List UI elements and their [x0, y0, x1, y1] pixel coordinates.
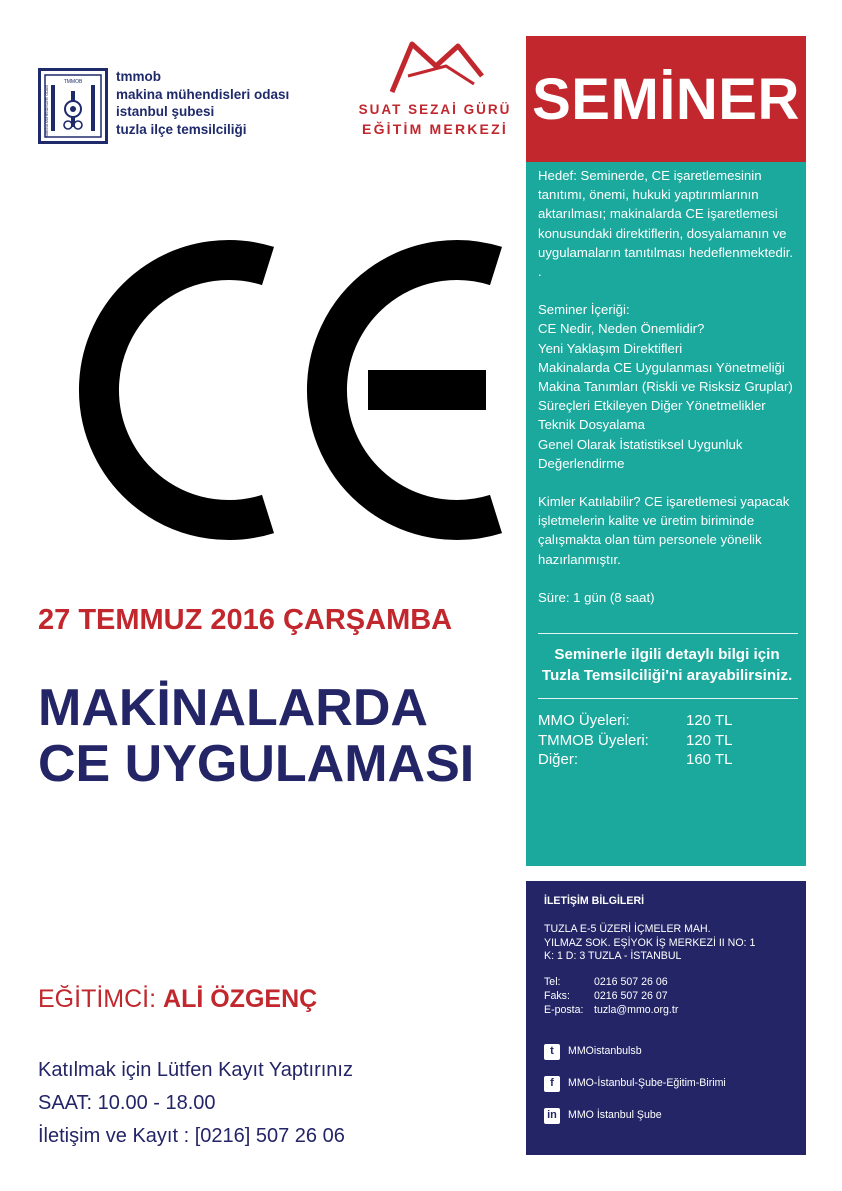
org-line: tuzla ilçe temsilciliği: [116, 121, 247, 137]
duration-text: Süre: 1 gün (8 saat): [538, 589, 655, 605]
address-line: YILMAZ SOK. EŞİYOK İŞ MERKEZİ II NO: 1: [544, 936, 756, 949]
phone-value: 0216 507 26 06: [594, 976, 668, 989]
twitter-icon: t: [544, 1044, 560, 1060]
ce-mark: [30, 228, 510, 552]
price-row: [538, 731, 796, 751]
linkedin-icon: in: [544, 1108, 560, 1124]
trainer: [38, 985, 317, 1014]
contact-label: Faks:: [544, 989, 570, 1002]
mmo-logo: [38, 68, 108, 144]
address-line: K: 1 D: 3 TUZLA - İSTANBUL: [544, 950, 682, 963]
facebook-handle: MMO-İstanbul-Şube-Eğitim-Birimi: [568, 1076, 726, 1089]
info-text: Seminerle ilgili detaylı bilgi için Tuzla Temsilciliği'ni arayabilirsiniz.: [541, 646, 793, 685]
details-panel: [526, 162, 806, 866]
content-title: Seminer İçeriği:: [538, 302, 630, 318]
center-logo-line2: EĞİTİM MERKEZİ: [362, 121, 508, 137]
trainer-label: EĞİTİMCİ:: [38, 985, 157, 1013]
fax-value: 0216 507 26 07: [594, 989, 668, 1002]
roof-mark-icon: [386, 36, 486, 98]
event-date: 27 TEMMUZ 2016 ÇARŞAMBA: [38, 604, 453, 636]
list-item: CE Nedir, Neden Önemlidir?: [538, 321, 705, 337]
twitter-handle: MMOistanbulsb: [568, 1044, 642, 1057]
org-line: tmmob: [116, 69, 161, 84]
title-line2: CE UYGULAMASI: [38, 735, 475, 793]
registration-info: [38, 1054, 353, 1153]
price-value: 120 TL: [686, 731, 733, 749]
list-item: Teknik Dosyalama: [538, 417, 646, 433]
price-value: 160 TL: [686, 751, 733, 769]
org-line: istanbul şubesi: [116, 104, 215, 120]
seminer-badge: SEMİNER: [526, 36, 806, 162]
list-item: Makina Tanımları (Riskli ve Risksiz Gruplar): [538, 379, 793, 395]
contact-heading: İLETİŞİM BİLGİLERİ: [544, 895, 645, 907]
goal-text: Hedef: Seminerde, CE işaretlemesinin tanıtımı, önemi, hukuki yaptırımlarının aktarılması; makinalarda CE işaretlemesi konusundaki direktiflerin, dosyalamanın ve uygulamaların tanıtılması hedeflenmektedir. .: [538, 168, 794, 280]
price-value: 120 TL: [686, 712, 733, 730]
list-item: Makinalarda CE Uygulanması Yönetmeliği: [538, 359, 785, 375]
ce-letter-c: [99, 260, 268, 520]
linkedin-handle: MMO İstanbul Şube: [568, 1108, 662, 1121]
price-label: MMO Üyeleri:: [538, 712, 630, 730]
contact-label: E-posta:: [544, 1003, 584, 1016]
facebook-link[interactable]: [544, 1068, 794, 1100]
svg-text:TMMOB: TMMOB: [63, 79, 83, 85]
education-center-logo: [350, 36, 520, 156]
title-line1: MAKİNALARDA: [38, 679, 428, 737]
contact-row: [544, 976, 794, 990]
org-line: makina mühendisleri odası: [116, 86, 290, 102]
audience-text: Kimler Katılabilir? CE işaretlemesi yapacak işletmelerin kalite ve üretim biriminde çalışmakta olan tüm personele yönelik hazırlanmıştır.: [538, 494, 790, 567]
time-line: SAAT: 10.00 - 18.00: [38, 1092, 216, 1114]
linkedin-link[interactable]: [544, 1100, 794, 1132]
email-link[interactable]: tuzla@mmo.org.tr: [594, 1003, 679, 1016]
contact-line: İletişim ve Kayıt : [0216] 507 26 06: [38, 1125, 345, 1147]
price-row: [538, 711, 796, 731]
facebook-icon: f: [544, 1076, 560, 1092]
ce-letter-e-bar: [368, 370, 486, 410]
list-item: Genel Olarak İstatistiksel Uygunluk Değerlendirme: [538, 436, 743, 471]
contact-row: [544, 1004, 794, 1018]
contact-label: Tel:: [544, 976, 561, 989]
trainer-name: ALİ ÖZGENÇ: [163, 985, 318, 1013]
contact-row: [544, 990, 794, 1004]
contact-panel: [526, 881, 806, 1155]
price-label: Diğer:: [538, 751, 579, 769]
twitter-link[interactable]: [544, 1036, 794, 1068]
mmo-logo-lettering: MAKİNA MÜHENDİSLERİ ODASI: [45, 84, 49, 138]
center-logo-line1: SUAT SEZAİ GÜRÜ: [358, 102, 512, 117]
org-name: [116, 68, 289, 138]
page-title: [38, 680, 474, 792]
address-line: TUZLA E-5 ÜZERİ İÇMELER MAH.: [544, 922, 711, 935]
price-row: [538, 750, 796, 770]
list-item: Süreçleri Etkileyen Diğer Yönetmelikler: [538, 398, 766, 414]
price-label: TMMOB Üyeleri:: [538, 731, 649, 749]
registration-line: Katılmak için Lütfen Kayıt Yaptırınız: [38, 1059, 353, 1081]
list-item: Yeni Yaklaşım Direktifleri: [538, 340, 683, 356]
